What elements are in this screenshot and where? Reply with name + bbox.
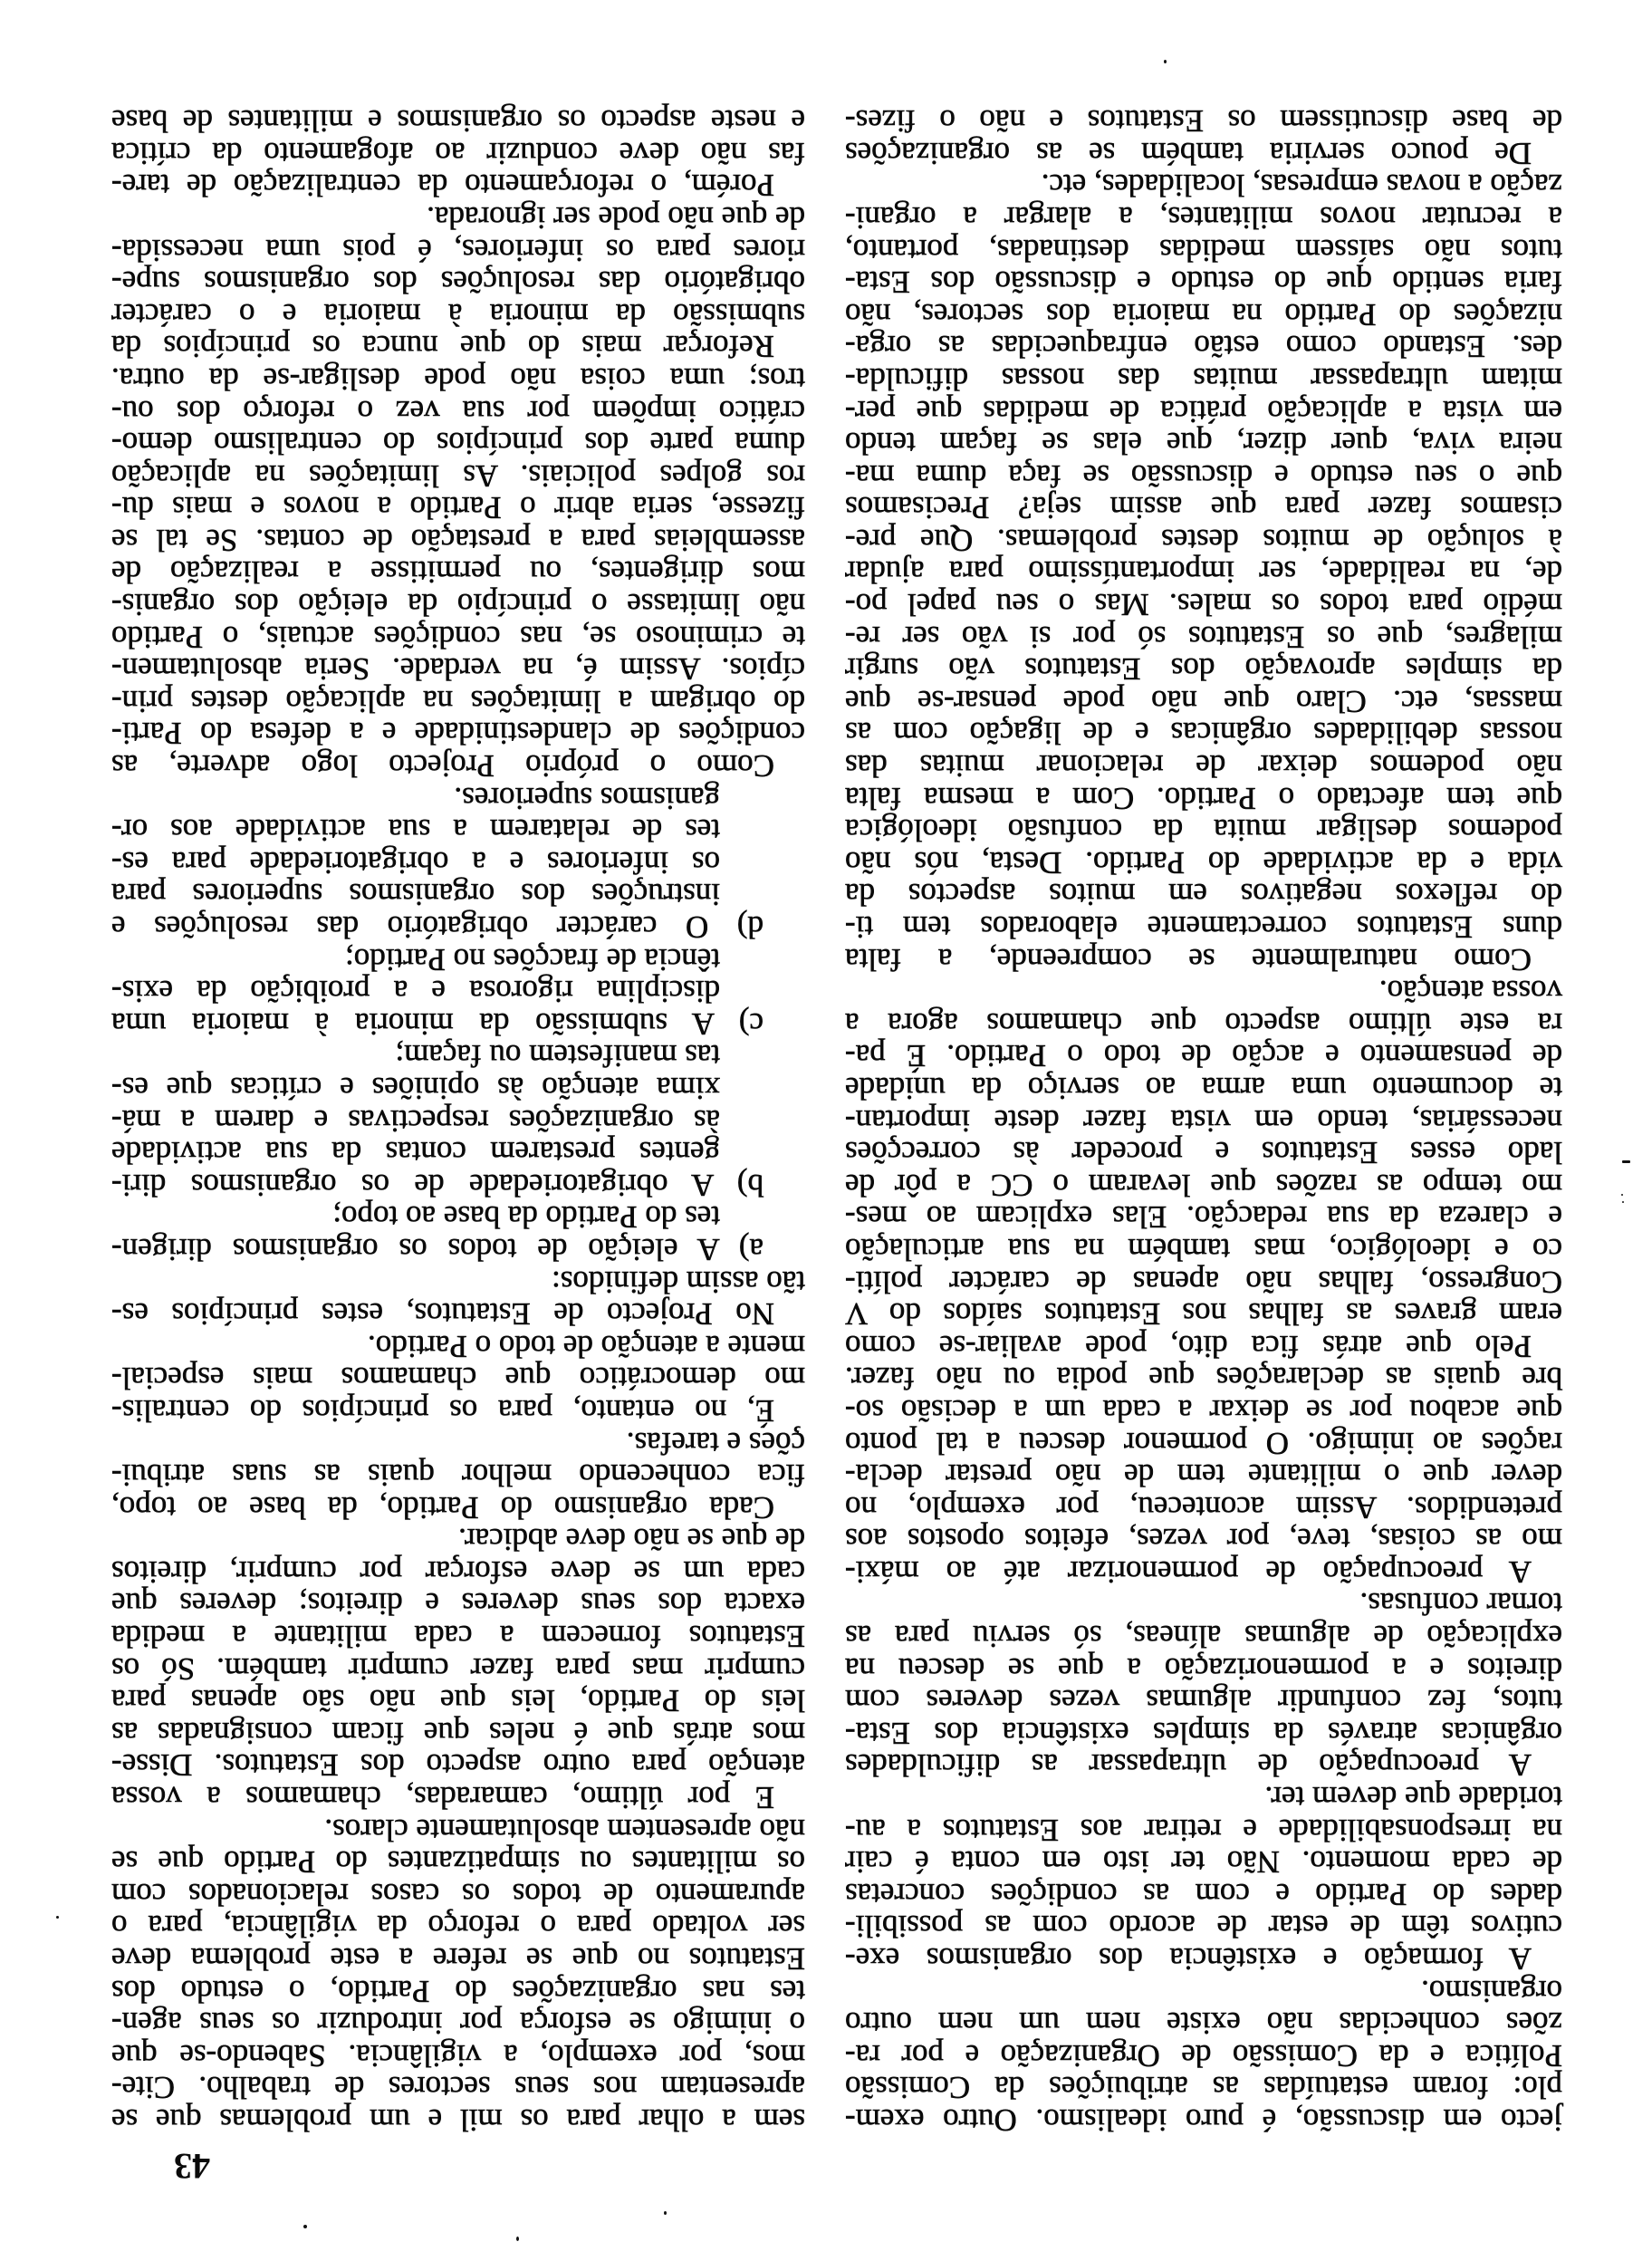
text-line: mitam ultrapassar muitas das nossas dificulda- — [845, 361, 1562, 397]
paragraph-start-line: A formação e existência dos organismos exe- — [845, 1941, 1532, 1977]
text-column-right — [111, 105, 805, 2136]
text-line: tão assim definidos: — [552, 1264, 805, 1300]
text-line: duma parte dos princípios do centralismo demo- — [111, 426, 805, 462]
text-line: fizesse, seria abrir o Partido a novos e mais du- — [111, 490, 805, 526]
list-item-continuation: tência de fracções no Partido; — [345, 941, 720, 977]
text-line: co e ideológico, mas também na sua articulação — [845, 1231, 1562, 1267]
text-line: na irresponsabilidade e retirar aos Estatutos a au- — [845, 1812, 1562, 1848]
text-line: toridade que devem ter. — [1264, 1780, 1562, 1816]
paragraph-start-line: De pouco serviria também se as organizações — [845, 135, 1532, 171]
paragraph-start-line: Porém, o reforçamento da centralização de tare- — [111, 168, 774, 204]
text-line: faria sentido que do estudo e discussão dos Esta- — [845, 265, 1562, 301]
text-line: tornar confusas. — [1359, 1586, 1562, 1622]
text-line: mente a atenção de todo o Partido. — [367, 1328, 805, 1364]
list-item-d: d) O carácter obrigatório das resoluções e — [111, 909, 764, 946]
text-line: não apresentem absolutamente claros. — [324, 1812, 805, 1848]
text-line: de, na realidade, ser importantíssimo para ajudar — [845, 554, 1562, 591]
scan-speck — [303, 2225, 307, 2228]
list-item-continuation: tas manifestem ou façam; — [395, 1038, 720, 1074]
text-line: explicação de algumas alíneas, só serviu para as — [845, 1619, 1562, 1655]
text-line: crático impõem por sua vez o reforço dos ou- — [111, 393, 805, 429]
text-line: e clareza da sua redacção. Elas explicam ao mes- — [845, 1199, 1562, 1236]
text-line: duns Estatutos correctamente elaborados tem ti- — [845, 909, 1562, 946]
scan-speck — [1622, 1201, 1624, 1203]
text-line: neira viva, quer dizer, que elas se façam tendo — [845, 426, 1562, 462]
text-line: podemos desligar muita da confusão ideológica — [845, 813, 1562, 849]
list-item-continuation: disciplina rigorosa e a proibição da exis- — [111, 974, 720, 1010]
text-line: mo as coisas, teve, por vezes, efeitos opostos aos — [845, 1522, 1562, 1558]
text-line: cada um se deve esforçar por cumprir, direitos — [111, 1554, 805, 1590]
text-line: fica conhecendo melhor quais as suas atribui- — [111, 1458, 805, 1494]
text-line: que tem afectado o Partido. Com a mesma falta — [845, 780, 1562, 816]
text-line: cutivos têm de estar de acordo com as possibili- — [845, 1909, 1562, 1945]
text-line: médio para todos os males. Mas o seu papel po- — [845, 587, 1562, 623]
scan-speck — [664, 2211, 667, 2215]
list-item-a: a) A eleição de todos os organismos dirigen- — [111, 1231, 764, 1267]
list-item-continuation: instruções dos organismos superiores para — [111, 877, 720, 913]
text-line: rações ao inimigo. O pormenor desceu a tal ponto — [845, 1425, 1562, 1461]
text-line: o inimigo se esforça por introduzir os seus agen- — [111, 2006, 805, 2042]
text-line: e neste aspecto os organismos e militantes de base — [111, 103, 805, 140]
text-line: dever que o militante tem de não prestar decla- — [845, 1458, 1562, 1494]
text-line: leis do Partido, leis que não são apenas para — [111, 1683, 805, 1719]
text-line: riores para os inferiores, é pois uma necessida- — [111, 232, 805, 268]
scan-speck — [1622, 1160, 1630, 1163]
text-line: ra este último aspecto que chamamos agora a — [845, 1005, 1562, 1042]
text-line: zões conhecidas não existe nem um nem outro — [845, 2006, 1562, 2042]
text-line: tutos não saíssem medidas destinadas, portanto, — [845, 232, 1562, 268]
scan-speck — [1621, 1194, 1623, 1196]
paragraph-start-line: A preocupação de pormenorizar até ao máxi- — [845, 1554, 1532, 1590]
text-line: não limitasse o princípio da eleição dos organis- — [111, 587, 805, 623]
text-line: bre quais as declarações que podia ou não fazer. — [845, 1361, 1562, 1397]
text-line: Estatutos no que se refere a este problema deve — [111, 1941, 805, 1977]
paragraph-start-line: Pelo que atrás fica dito, pode avaliar-se como — [845, 1328, 1532, 1364]
paragraph-start-line: Como o próprio Projecto logo adverte, as — [111, 748, 774, 784]
list-item-continuation: xima atenção às opiniões e críticas que es- — [111, 1071, 720, 1106]
text-line: des. Estando como estão enfraquecidas as orga- — [845, 329, 1562, 365]
paragraph-start-line: Como naturalmente se compreende, a falta — [845, 941, 1532, 977]
scan-speck — [56, 1916, 59, 1919]
text-line: Congresso, falhas não apenas de carácter políti- — [845, 1264, 1562, 1300]
text-line: mo tempo as razões que levaram o CC a pôr de — [845, 1167, 1562, 1203]
paragraph-start-line: Cada organismo do Partido, da base ao topo, — [111, 1489, 774, 1525]
text-line: da simples aprovação dos Estatutos vão surgir — [845, 651, 1562, 688]
text-line: direitos e a pormenorização a que se desceu na — [845, 1650, 1562, 1687]
text-line: exacta dos seus deveres e direitos; deveres que — [111, 1586, 805, 1622]
text-line: de cada momento. Não ter isto em conta é cair — [845, 1844, 1562, 1881]
text-line: ser voltado para o reforço da vigilância, para o — [111, 1909, 805, 1945]
text-line: ros golpes policiais. As limitações na aplicação — [111, 457, 805, 494]
text-line: em vista a aplicação prática de medidas que per- — [845, 393, 1562, 429]
text-line: vossa atenção. — [1378, 974, 1562, 1010]
text-line: de que se não deve abdicar. — [458, 1522, 805, 1558]
text-line: mos atrás que é neles que ficam consignadas as — [111, 1715, 805, 1751]
text-line: ções e tarefas. — [626, 1425, 805, 1461]
text-line: mos, por exemplo, a vigilância. Sabendo-se que — [111, 2037, 805, 2073]
text-line: milagres, que os Estatutos só por si vão ser re- — [845, 619, 1562, 655]
text-line: nossas debilidades orgânicas e de ligação com as — [845, 716, 1562, 752]
text-line: mo democrático que chamamos mais especial- — [111, 1361, 805, 1397]
text-line: te documento uma arma ao serviço da unidade — [845, 1071, 1562, 1106]
text-line: organismo. — [1421, 1973, 1562, 2009]
text-line: apresentam nos seus sectores de trabalho. Cite- — [111, 2070, 805, 2106]
text-line: de pensamento e acção de todo o Partido. É pa- — [845, 1038, 1562, 1074]
text-line: obrigatório das resoluções dos organismos supe- — [111, 265, 805, 301]
text-line: eram graves as falhas nos Estatutos saídos do V — [845, 1296, 1562, 1333]
text-line: cumprir mas para fazer cumprir também. Só os — [111, 1650, 805, 1687]
text-line: te criminoso se, nas condições actuais, o Partido — [111, 619, 805, 655]
text-line: orgânicas através da simples existência dos Esta- — [845, 1715, 1562, 1751]
scan-speck — [516, 2237, 519, 2241]
paragraph-start-line: No Projecto de Estatutos, estes princípios es- — [111, 1296, 774, 1333]
text-line: apuramento de todos os casos relacionados com — [111, 1876, 805, 1912]
text-line: atenção para outro aspecto dos Estatutos. Disse- — [111, 1747, 805, 1784]
text-line: submissão da minoria à maioria e o carácter — [111, 296, 805, 332]
text-line: mos dirigentes, ou permitisse a realização de — [111, 554, 805, 591]
text-line: massas, etc. Claro que não pode pensar-se que — [845, 683, 1562, 719]
text-line: Política e da Comissão de Organização e por ra- — [845, 2037, 1562, 2073]
list-item-c: c) A submissão da minoria à maioria uma — [111, 1005, 764, 1042]
text-line: do obrigam a limitações na aplicação destes prin- — [111, 683, 805, 719]
list-item-continuation: os inferiores e a obrigatoriedade para es- — [111, 844, 720, 880]
paragraph-start-line: A preocupação de ultrapassar as dificuldades — [845, 1747, 1532, 1784]
text-line: plo: foram estatuídas as atribuições da Comissão — [845, 2070, 1562, 2106]
text-line: nizações do Partido na maioria dos sectores, não — [845, 296, 1562, 332]
text-line: tros; uma coisa não pode desligar-se da outra. — [111, 361, 805, 397]
text-line: Estatutos fornecem a cada militante a medida — [111, 1619, 805, 1655]
paragraph-start-line: Reforçar mais do que nunca os princípios da — [111, 329, 774, 365]
text-line: de base discutissem os Estatutos e não o fizes- — [845, 103, 1562, 140]
text-line: condições de clandestinidade e a defesa do Parti- — [111, 716, 805, 752]
text-line: a recrutar novos militantes, a alargar a organi- — [845, 199, 1562, 236]
text-line: cípios. Assim é, na verdade. Seria absolutamen- — [111, 651, 805, 688]
text-line: lado esses Estatutos e proceder às correcções — [845, 1135, 1562, 1171]
list-item-continuation: gentes prestarem contas da sua actividade — [111, 1135, 720, 1171]
text-line: dades do Partido e com as condições concretas — [845, 1876, 1562, 1912]
text-line: cisamos fazer para que assim seja? Precisamos — [845, 490, 1562, 526]
list-item-continuation: às organizações respectivas e darem a má- — [111, 1102, 720, 1139]
text-line: pretendidos. Assim aconteceu, por exemplo, no — [845, 1489, 1562, 1525]
text-line: que acabou por se deixar a cada um a decisão so- — [845, 1392, 1562, 1429]
paragraph-start-line: É, no entanto, para os princípios do centralis- — [111, 1392, 774, 1429]
list-item-continuation: tes do Partido da base ao topo; — [332, 1199, 720, 1236]
text-line: de que não pode ser ignorada. — [427, 199, 805, 236]
text-line: jecto em discussão, é puro idealismo. Outro exem- — [845, 2102, 1562, 2138]
text-line: tes nas organizações do Partido, o estudo dos — [111, 1973, 805, 2009]
text-line: sem a olhar para os mil e um problemas que se — [111, 2102, 805, 2138]
text-line: os militantes ou simpatizantes do Partido que se — [111, 1844, 805, 1881]
text-column-left — [845, 105, 1562, 2136]
text-line: do reflexos negativos em muitos aspectos da — [845, 877, 1562, 913]
text-line: assembleias para a prestação de contas. Se tal se — [111, 522, 805, 558]
text-line: tutos, fez confundir algumas vezes deveres com — [845, 1683, 1562, 1719]
list-item-b: b) A obrigatoriedade de os organismos diri- — [111, 1167, 764, 1203]
text-line: vida e da actividade do Partido. Desta, nós não — [845, 844, 1562, 880]
text-line: zação a novas empresas, localidades, etc. — [1041, 168, 1562, 204]
paragraph-start-line: E por último, camaradas, chamamos a vossa — [111, 1780, 774, 1816]
text-line: à solução de muitos destes problemas. Que pre- — [845, 522, 1562, 558]
text-line: fas não deve conduzir ao afogamento da crítica — [111, 135, 805, 171]
text-line: que o seu estudo e discussão se faça duma ma- — [845, 457, 1562, 494]
text-line: não podemos deixar de relacionar muitas das — [845, 748, 1562, 784]
text-line: necessárias, tendo em vista fazer deste importan- — [845, 1102, 1562, 1139]
list-item-continuation: ganismos superiores. — [454, 780, 720, 816]
list-item-continuation: tes de relatarem a sua actividade aos or- — [111, 813, 720, 849]
scan-speck — [1164, 60, 1167, 63]
page-number: 43 — [174, 2146, 210, 2187]
